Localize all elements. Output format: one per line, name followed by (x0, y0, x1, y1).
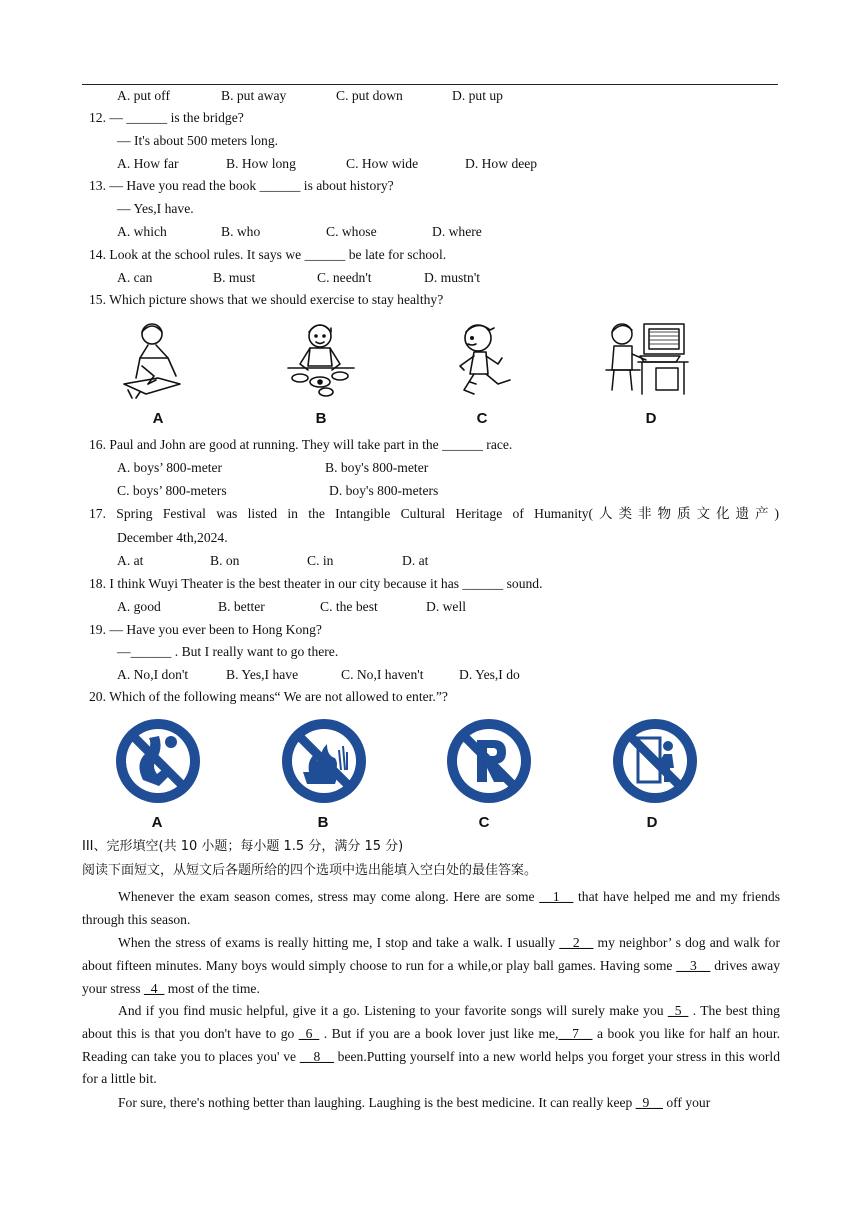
q15-label-a: A (152, 410, 164, 427)
p4-text-1: For sure, there's nothing better than laughing. Laughing is the best medicine. It can really keep (118, 1095, 636, 1110)
q12-option-a: A. How far (117, 156, 179, 171)
q19-option-a: A. No,I don't (117, 667, 189, 682)
q16-option-c: C. boys’ 800-meters (117, 483, 227, 498)
blank-3: __3__ (676, 957, 711, 973)
q20-sign-c-no-parking-icon (444, 716, 534, 806)
q17-option-a: A. at (117, 553, 144, 568)
header-rule (82, 84, 778, 85)
blank-7: __7__ (558, 1025, 593, 1041)
q20-sign-b-no-fire-icon (279, 716, 369, 806)
q12-stem: 12. — ______ is the bridge? (89, 110, 244, 125)
q19-option-b: B. Yes,I have (226, 667, 299, 682)
p4-text-2: off your (662, 1095, 711, 1110)
q16-stem: 16. Paul and John are good at running. They will take part in the ______ race. (89, 437, 513, 452)
q13-option-d: D. where (432, 224, 482, 239)
q20-sign-d-no-entry-icon (610, 716, 700, 806)
q20-stem: 20. Which of the following means“ We are not allowed to enter.”? (89, 689, 448, 704)
q20-label-b: B (317, 814, 329, 831)
q14-option-d: D. mustn't (424, 270, 481, 285)
q18-option-c: C. the best (320, 599, 378, 614)
q14-option-c: C. needn't (317, 270, 372, 285)
q20-label-c: C (478, 814, 490, 831)
q17-option-b: B. on (210, 553, 240, 568)
q16-option-b: B. boy's 800-meter (325, 460, 429, 475)
q19-option-c: C. No,I haven't (341, 667, 424, 682)
q15-picture-b-eating (286, 318, 358, 400)
q18-stem: 18. I think Wuyi Theater is the best theater in our city because it has ______ sound. (89, 576, 543, 591)
section-3-instruction: 阅读下面短文，从短文后各题所给的四个选项中选出能填入空白处的最佳答案。 (82, 863, 538, 878)
q11-option-d: D. put up (452, 88, 503, 103)
q14-stem: 14. Look at the school rules. It says we ______ be late for school. (89, 247, 447, 262)
q15-label-b: B (315, 410, 327, 427)
q14-option-a: A. can (117, 270, 153, 285)
q18-option-d: D. well (426, 599, 467, 614)
blank-2: __2__ (559, 935, 594, 950)
section-3-title: III、完形填空(共 10 小题；每小题 1.5 分，满分 15 分) (82, 839, 404, 854)
passage-paragraph-4 (82, 1092, 780, 1115)
p2-text-3: drives away your stress (82, 957, 781, 996)
p3-text-3: . But if you are a book lover just like me, (319, 1025, 559, 1041)
q15-picture-c-running (448, 318, 520, 400)
q17-option-c: C. in (307, 553, 334, 568)
q19-stem: 19. — Have you ever been to Hong Kong? (89, 622, 322, 637)
q15-picture-d-computer (604, 318, 690, 400)
q20-label-d: D (646, 814, 658, 831)
q16-option-a: A. boys’ 800-meter (117, 460, 223, 475)
q14-option-b: B. must (213, 270, 256, 285)
p3-text-1: And if you find music helpful, give it a go. Listening to your favorite songs will surely make you (118, 1003, 668, 1018)
q16-option-d: D. boy's 800-meters (329, 483, 439, 498)
q17-stem-continued: December 4th,2024. (117, 530, 228, 545)
p3-text-2: . The best thing about this is that you don't have to go (82, 1003, 780, 1041)
q13-stem: 13. — Have you read the book ______ is about history? (89, 178, 394, 193)
p2-text-1: When the stress of exams is really hitting me, I stop and take a walk. I usually (118, 935, 560, 950)
q15-stem: 15. Which picture shows that we should exercise to stay healthy? (89, 292, 444, 307)
q13-option-b: B. who (221, 224, 261, 239)
p1-text-1: Whenever the exam season comes, stress may come along. Here are some (118, 889, 540, 904)
blank-6: _6_ (298, 1025, 320, 1041)
q15-label-d: D (645, 410, 657, 427)
q12-reply: — It's about 500 meters long. (117, 133, 279, 148)
q13-reply: — Yes,I have. (117, 201, 194, 216)
q19-reply: —______ . But I really want to go there. (117, 644, 339, 659)
q12-option-c: C. How wide (346, 156, 419, 171)
q12-option-b: B. How long (226, 156, 296, 171)
blank-9: _9__ (635, 1095, 663, 1110)
q15-picture-a-writing (118, 318, 190, 400)
q17-option-d: D. at (402, 553, 429, 568)
blank-5: _5_ (667, 1003, 689, 1018)
p2-text-2: my neighbor’ s dog and walk for about fifteen minutes. Many boys would simply choose to run for a while,or play ball games. Having some (82, 935, 780, 973)
q17-stem: 17. Spring Festival was listed in the Intangible Cultural Heritage of Humanity(人类非物质文化遗产) (89, 506, 779, 521)
q12-option-d: D. How deep (465, 156, 538, 171)
q20-sign-a-no-climbing-icon (113, 716, 203, 806)
q13-option-c: C. whose (326, 224, 377, 239)
blank-8: __8__ (299, 1048, 334, 1064)
blank-4: _4_ (143, 980, 165, 996)
q19-option-d: D. Yes,I do (459, 667, 520, 682)
p1-text-2: that have helped me and my friends through this season. (82, 889, 781, 927)
q11-option-a: A. put off (117, 88, 170, 103)
p3-text-4: a book you like for half an hour. Reading can take you to places you' ve (82, 1025, 780, 1064)
q20-label-a: A (151, 814, 163, 831)
q18-option-a: A. good (117, 599, 161, 614)
blank-1: __1__ (539, 889, 574, 904)
q11-option-b: B. put away (221, 88, 287, 103)
q13-option-a: A. which (117, 224, 167, 239)
passage-paragraph-1 (82, 886, 780, 932)
passage-paragraph-2 (82, 932, 780, 1000)
q18-option-b: B. better (218, 599, 265, 614)
passage-paragraph-3 (82, 1000, 780, 1091)
q15-label-c: C (476, 410, 488, 427)
p2-text-4: most of the time. (164, 980, 260, 996)
q11-option-c: C. put down (336, 88, 403, 103)
p3-text-5: been.Putting yourself into a new world helps you forget your stress in this world for a little bit. (82, 1048, 780, 1087)
